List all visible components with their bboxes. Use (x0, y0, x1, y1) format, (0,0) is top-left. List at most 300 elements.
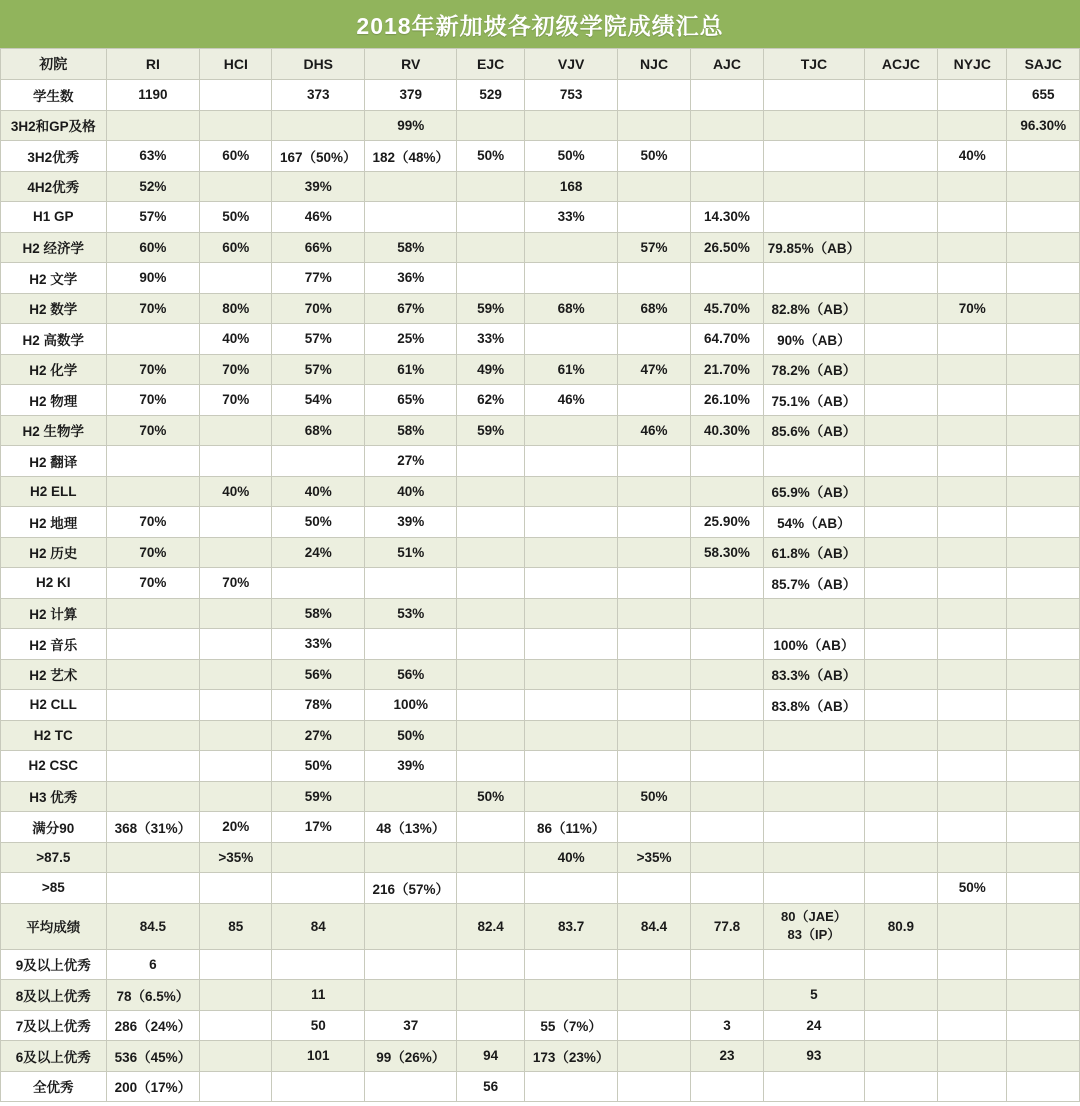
table-row (1, 873, 1080, 904)
row-label: H2 数学 (1, 293, 107, 324)
table-cell (938, 202, 1007, 233)
table-cell (524, 415, 618, 446)
table-cell (690, 476, 763, 507)
table-cell (200, 1071, 272, 1102)
table-cell: 65% (364, 385, 457, 416)
table-cell (1007, 202, 1080, 233)
table-cell (1007, 141, 1080, 172)
table-cell (106, 476, 200, 507)
table-row (1, 385, 1080, 416)
column-header-acjc: ACJC (864, 49, 937, 80)
row-label: 8及以上优秀 (1, 980, 107, 1011)
table-row (1, 110, 1080, 141)
table-cell: 6 (106, 949, 200, 980)
table-cell: 50% (272, 751, 365, 782)
table-cell: 1190 (106, 80, 200, 111)
table-cell: 70% (200, 354, 272, 385)
table-row (1, 812, 1080, 843)
table-cell: 61% (524, 354, 618, 385)
table-cell (1007, 903, 1080, 949)
table-cell (938, 415, 1007, 446)
table-cell (764, 873, 865, 904)
table-cell (864, 690, 937, 721)
table-cell: 70% (200, 385, 272, 416)
table-cell: 90% (106, 263, 200, 294)
table-cell (618, 80, 690, 111)
table-cell (200, 415, 272, 446)
row-label: H2 艺术 (1, 659, 107, 690)
table-cell (457, 263, 524, 294)
table-cell (690, 568, 763, 599)
table-cell: 11 (272, 980, 365, 1011)
table-cell: 379 (364, 80, 457, 111)
table-cell (938, 598, 1007, 629)
table-cell: 51% (364, 537, 457, 568)
table-cell (272, 110, 365, 141)
table-cell: 58.30% (690, 537, 763, 568)
row-label: H2 化学 (1, 354, 107, 385)
table-cell (864, 446, 937, 477)
table-cell: 182（48%） (364, 141, 457, 172)
table-cell (864, 1071, 937, 1102)
table-body (1, 80, 1080, 1102)
table-cell (864, 354, 937, 385)
table-cell (864, 110, 937, 141)
table-cell (1007, 476, 1080, 507)
table-cell (938, 171, 1007, 202)
table-cell: 50% (524, 141, 618, 172)
table-cell (938, 842, 1007, 873)
table-cell (764, 903, 865, 949)
table-cell: 78.2%（AB） (764, 354, 865, 385)
table-cell: 70% (106, 507, 200, 538)
table-row (1, 1010, 1080, 1041)
table-cell (106, 629, 200, 660)
table-cell: 86（11%） (524, 812, 618, 843)
table-cell (690, 842, 763, 873)
table-cell (938, 263, 1007, 294)
column-header-ejc: EJC (457, 49, 524, 80)
table-row (1, 842, 1080, 873)
table-cell: 20% (200, 812, 272, 843)
table-cell (1007, 980, 1080, 1011)
table-cell (524, 659, 618, 690)
table-cell (106, 751, 200, 782)
table-cell (457, 949, 524, 980)
table-row (1, 537, 1080, 568)
table-row (1, 263, 1080, 294)
column-header-njc: NJC (618, 49, 690, 80)
table-cell (938, 110, 1007, 141)
column-header-sajc: SAJC (1007, 49, 1080, 80)
row-label: >85 (1, 873, 107, 904)
row-label: 3H2和GP及格 (1, 110, 107, 141)
table-cell (864, 324, 937, 355)
table-row (1, 980, 1080, 1011)
table-cell (938, 949, 1007, 980)
table-cell (1007, 842, 1080, 873)
table-cell: 40% (272, 476, 365, 507)
table-cell: 26.50% (690, 232, 763, 263)
table-cell (864, 659, 937, 690)
table-cell (457, 629, 524, 660)
table-cell (764, 781, 865, 812)
table-cell (618, 659, 690, 690)
table-cell: 36% (364, 263, 457, 294)
table-row (1, 171, 1080, 202)
table-cell: 59% (272, 781, 365, 812)
row-label: 全优秀 (1, 1071, 107, 1102)
table-cell (200, 751, 272, 782)
table-cell: 24 (764, 1010, 865, 1041)
table-cell (524, 751, 618, 782)
table-cell: 45.70% (690, 293, 763, 324)
table-cell (524, 629, 618, 660)
table-cell: 286（24%） (106, 1010, 200, 1041)
table-cell (864, 568, 937, 599)
table-cell (1007, 415, 1080, 446)
table-cell: 90%（AB） (764, 324, 865, 355)
table-row (1, 903, 1080, 949)
table-cell (524, 110, 618, 141)
row-label: >87.5 (1, 842, 107, 873)
table-cell: 83.7 (524, 903, 618, 949)
table-cell: 168 (524, 171, 618, 202)
table-cell: 56% (272, 659, 365, 690)
table-cell: 70% (106, 415, 200, 446)
table-cell: 50% (938, 873, 1007, 904)
table-cell (690, 446, 763, 477)
table-cell: 40% (938, 141, 1007, 172)
table-cell: 80% (200, 293, 272, 324)
table-cell (106, 873, 200, 904)
table-cell (200, 690, 272, 721)
table-cell (524, 568, 618, 599)
table-cell (764, 110, 865, 141)
table-cell: 58% (364, 415, 457, 446)
column-header-vjv: VJV (524, 49, 618, 80)
table-cell (200, 110, 272, 141)
table-cell (864, 537, 937, 568)
table-cell: 54%（AB） (764, 507, 865, 538)
table-cell: 655 (1007, 80, 1080, 111)
table-row (1, 1041, 1080, 1072)
row-label: H2 生物学 (1, 415, 107, 446)
table-cell (864, 980, 937, 1011)
table-cell (938, 1041, 1007, 1072)
table-cell (1007, 873, 1080, 904)
table-cell (690, 110, 763, 141)
table-cell (1007, 720, 1080, 751)
table-cell: 33% (272, 629, 365, 660)
table-cell: 83.8%（AB） (764, 690, 865, 721)
table-cell (864, 171, 937, 202)
table-cell (864, 232, 937, 263)
table-cell: 77.8 (690, 903, 763, 949)
table-cell: 5 (764, 980, 865, 1011)
table-cell: 59% (457, 415, 524, 446)
table-cell (524, 1071, 618, 1102)
table-cell: 24% (272, 537, 365, 568)
table-cell: 52% (106, 171, 200, 202)
column-header-hci: HCI (200, 49, 272, 80)
table-cell (524, 476, 618, 507)
table-cell: 60% (200, 232, 272, 263)
table-cell: 61.8%（AB） (764, 537, 865, 568)
table-cell: 60% (106, 232, 200, 263)
table-cell (764, 720, 865, 751)
table-cell: 48（13%） (364, 812, 457, 843)
page-title-bar (0, 0, 1080, 48)
table-cell (864, 385, 937, 416)
table-cell (457, 812, 524, 843)
table-cell (200, 720, 272, 751)
table-cell (938, 720, 1007, 751)
table-cell (1007, 171, 1080, 202)
table-cell (764, 141, 865, 172)
table-row (1, 80, 1080, 111)
table-cell (457, 690, 524, 721)
table-cell (200, 80, 272, 111)
table-cell (764, 1071, 865, 1102)
table-cell: >35% (618, 842, 690, 873)
table-cell (1007, 690, 1080, 721)
table-cell: 27% (364, 446, 457, 477)
table-cell (764, 842, 865, 873)
table-cell: 26.10% (690, 385, 763, 416)
table-cell (864, 720, 937, 751)
table-cell (938, 232, 1007, 263)
table-cell: 21.70% (690, 354, 763, 385)
table-cell (524, 949, 618, 980)
table-cell (690, 263, 763, 294)
table-cell (864, 1041, 937, 1072)
table-cell: 216（57%） (364, 873, 457, 904)
table-cell (200, 263, 272, 294)
table-cell: 100%（AB） (764, 629, 865, 660)
table-cell (1007, 324, 1080, 355)
table-cell (106, 690, 200, 721)
table-cell: 83.3%（AB） (764, 659, 865, 690)
table-cell (864, 507, 937, 538)
table-cell (618, 690, 690, 721)
table-cell (938, 446, 1007, 477)
table-cell (618, 537, 690, 568)
table-cell: 55（7%） (524, 1010, 618, 1041)
table-cell: 39% (364, 751, 457, 782)
table-row (1, 354, 1080, 385)
table-row (1, 232, 1080, 263)
table-cell (690, 80, 763, 111)
table-cell (764, 446, 865, 477)
table-cell: 94 (457, 1041, 524, 1072)
table-cell (690, 141, 763, 172)
table-cell: 56% (364, 659, 457, 690)
table-cell (272, 949, 365, 980)
table-cell (618, 629, 690, 660)
table-cell: 63% (106, 141, 200, 172)
table-cell (524, 263, 618, 294)
table-cell (457, 110, 524, 141)
table-cell: 39% (364, 507, 457, 538)
table-cell (618, 476, 690, 507)
table-cell: 368（31%） (106, 812, 200, 843)
table-cell (690, 873, 763, 904)
table-cell (618, 1010, 690, 1041)
table-cell: 66% (272, 232, 365, 263)
table-cell (1007, 263, 1080, 294)
table-cell (364, 949, 457, 980)
table-cell (364, 629, 457, 660)
row-label: 9及以上优秀 (1, 949, 107, 980)
table-cell (200, 659, 272, 690)
table-cell (618, 202, 690, 233)
table-cell (524, 232, 618, 263)
table-cell: 70% (106, 385, 200, 416)
table-cell (864, 415, 937, 446)
table-cell: 65.9%（AB） (764, 476, 865, 507)
jc-results-table (0, 48, 1080, 1102)
table-cell: 101 (272, 1041, 365, 1072)
table-cell: 85.7%（AB） (764, 568, 865, 599)
table-cell (272, 842, 365, 873)
table-cell: 84.5 (106, 903, 200, 949)
table-cell: 753 (524, 80, 618, 111)
table-cell (457, 842, 524, 873)
table-cell (200, 781, 272, 812)
column-header-ri: RI (106, 49, 200, 80)
table-cell: 82.4 (457, 903, 524, 949)
table-cell: 536（45%） (106, 1041, 200, 1072)
table-cell (457, 171, 524, 202)
table-cell (938, 690, 1007, 721)
table-cell (864, 751, 937, 782)
table-row (1, 598, 1080, 629)
table-cell: 56 (457, 1071, 524, 1102)
table-cell (938, 781, 1007, 812)
table-cell: 77% (272, 263, 365, 294)
table-cell (524, 690, 618, 721)
table-cell (690, 812, 763, 843)
table-cell: 96.30% (1007, 110, 1080, 141)
table-cell (524, 598, 618, 629)
table-cell (524, 446, 618, 477)
table-cell (106, 598, 200, 629)
table-cell (864, 812, 937, 843)
table-cell (938, 629, 1007, 660)
row-label: 6及以上优秀 (1, 1041, 107, 1072)
table-cell: 40% (364, 476, 457, 507)
table-row (1, 629, 1080, 660)
table-cell (200, 598, 272, 629)
table-header-row (1, 49, 1080, 80)
table-cell: 50% (200, 202, 272, 233)
table-row (1, 949, 1080, 980)
table-cell (864, 263, 937, 294)
table-cell: 68% (524, 293, 618, 324)
table-cell (364, 980, 457, 1011)
row-label: H2 地理 (1, 507, 107, 538)
row-label: H2 ELL (1, 476, 107, 507)
table-cell (1007, 568, 1080, 599)
table-cell (690, 598, 763, 629)
table-header (1, 49, 1080, 80)
table-cell (1007, 812, 1080, 843)
table-row (1, 293, 1080, 324)
table-cell (618, 324, 690, 355)
table-cell: 68% (272, 415, 365, 446)
row-label: 学生数 (1, 80, 107, 111)
table-cell (764, 751, 865, 782)
table-cell (524, 781, 618, 812)
table-cell (690, 949, 763, 980)
table-cell (864, 476, 937, 507)
table-cell (106, 324, 200, 355)
table-row (1, 568, 1080, 599)
table-cell (938, 476, 1007, 507)
table-cell: 70% (200, 568, 272, 599)
table-cell (200, 446, 272, 477)
table-row (1, 690, 1080, 721)
table-cell (1007, 659, 1080, 690)
table-cell (200, 1010, 272, 1041)
table-cell (457, 659, 524, 690)
row-label: 7及以上优秀 (1, 1010, 107, 1041)
table-cell (1007, 781, 1080, 812)
table-cell (938, 568, 1007, 599)
column-header-tjc: TJC (764, 49, 865, 80)
table-cell (1007, 598, 1080, 629)
table-cell (106, 781, 200, 812)
table-cell: 67% (364, 293, 457, 324)
table-cell (618, 1071, 690, 1102)
table-cell: 37 (364, 1010, 457, 1041)
table-cell: 68% (618, 293, 690, 324)
table-cell (764, 812, 865, 843)
table-cell (524, 537, 618, 568)
row-label: H2 历史 (1, 537, 107, 568)
table-cell (690, 629, 763, 660)
table-cell: 57% (618, 232, 690, 263)
table-cell (1007, 293, 1080, 324)
table-cell (938, 659, 1007, 690)
table-cell (764, 80, 865, 111)
table-cell: 82.8%（AB） (764, 293, 865, 324)
table-cell: 64.70% (690, 324, 763, 355)
table-cell: 14.30% (690, 202, 763, 233)
table-cell: 61% (364, 354, 457, 385)
table-cell (690, 171, 763, 202)
table-row (1, 507, 1080, 538)
table-cell (864, 949, 937, 980)
row-label: 3H2优秀 (1, 141, 107, 172)
table-cell (457, 507, 524, 538)
table-cell (457, 568, 524, 599)
table-cell: 84.4 (618, 903, 690, 949)
table-cell (938, 812, 1007, 843)
table-cell: 57% (106, 202, 200, 233)
table-cell: 54% (272, 385, 365, 416)
table-cell (618, 568, 690, 599)
table-cell (1007, 507, 1080, 538)
table-cell (618, 598, 690, 629)
table-cell: 80.9 (864, 903, 937, 949)
table-cell (764, 202, 865, 233)
table-cell (690, 659, 763, 690)
column-header-rowlabel: 初院 (1, 49, 107, 80)
table-cell: 46% (272, 202, 365, 233)
table-cell: 50% (457, 781, 524, 812)
